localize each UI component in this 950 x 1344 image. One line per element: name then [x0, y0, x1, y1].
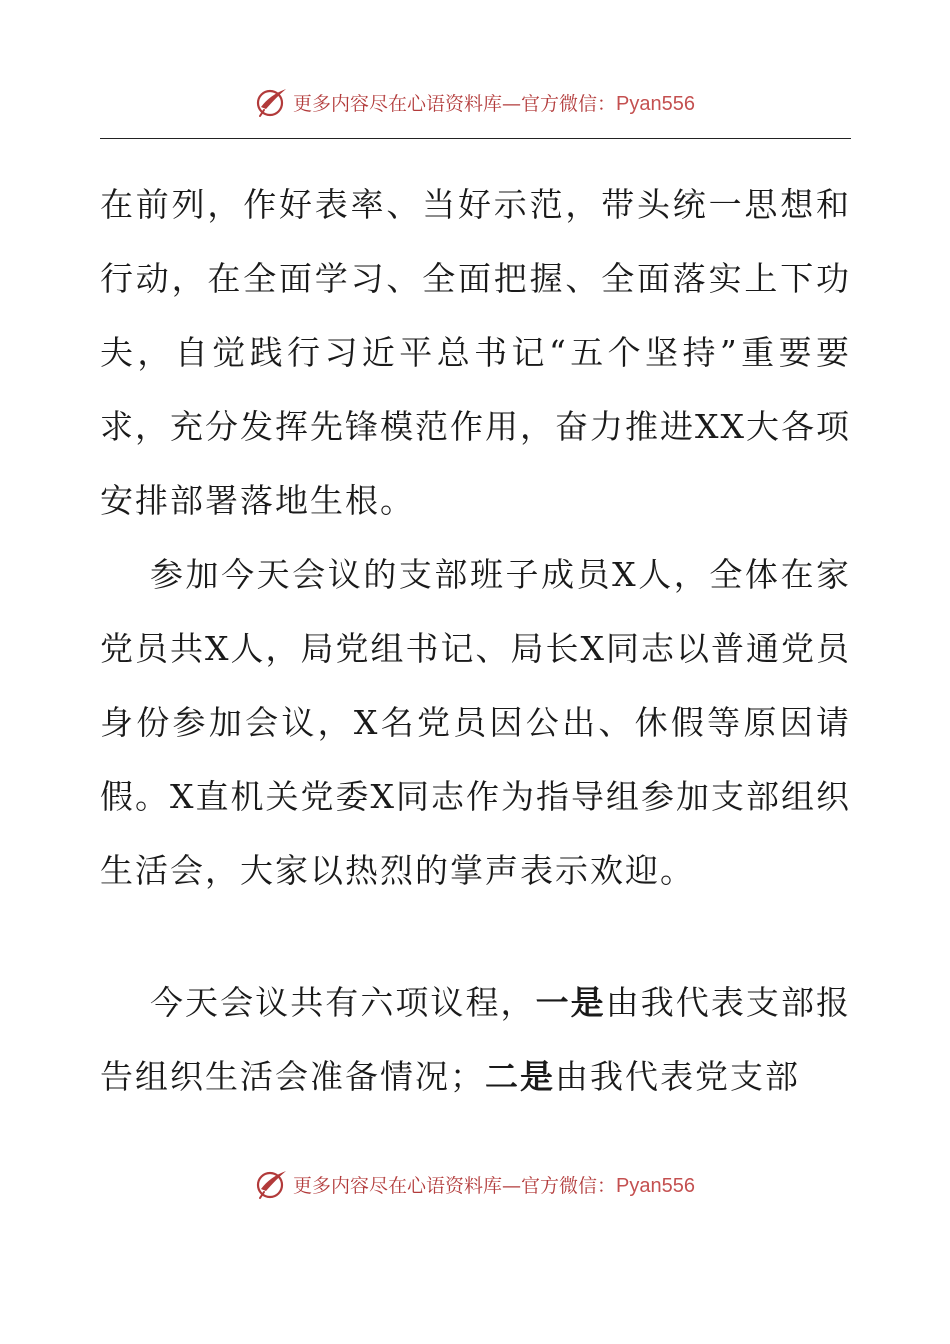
paragraph-3 [100, 966, 851, 1114]
quill-seal-icon [255, 1167, 289, 1201]
agenda-item-2-marker: 二是 [485, 1057, 555, 1096]
footer-banner-text: 更多内容尽在心语资料库—官方微信： [293, 1174, 617, 1197]
paragraph-spacer [100, 908, 851, 966]
agenda-item-2-text: 由我代表党支部 [555, 1057, 800, 1096]
agenda-intro: 今天会议共有六项议程， [150, 983, 536, 1022]
quill-seal-icon [255, 85, 289, 119]
header-wechat-id: Pyan556 [616, 92, 695, 115]
document-body [100, 168, 851, 1114]
footer-banner [0, 1162, 950, 1206]
header-divider [100, 138, 851, 139]
footer-wechat-id: Pyan556 [616, 1174, 695, 1197]
paragraph-1: 在前列，作好表率、当好示范，带头统一思想和行动，在全面学习、全面把握、全面落实上下功夫，自觉践行习近平总书记“五个坚持”重要要求，充分发挥先锋模范作用，奋力推进XX大各项安排部署落地生根。 [100, 185, 851, 520]
header-banner [0, 80, 950, 124]
header-banner-text: 更多内容尽在心语资料库—官方微信： [293, 92, 617, 115]
agenda-item-1-text: 由我代表支部报告组织生活会准备情况； [100, 983, 852, 1096]
paragraph-2: 参加今天会议的支部班子成员X人，全体在家党员共X人，局党组书记、局长X同志以普通党员身份参加会议，X名党员因公出、休假等原因请假。X直机关党委X同志作为指导组参加支部组织生活会，大家以热烈的掌声表示欢迎。 [100, 555, 851, 890]
agenda-item-1-marker: 一是 [535, 983, 606, 1022]
